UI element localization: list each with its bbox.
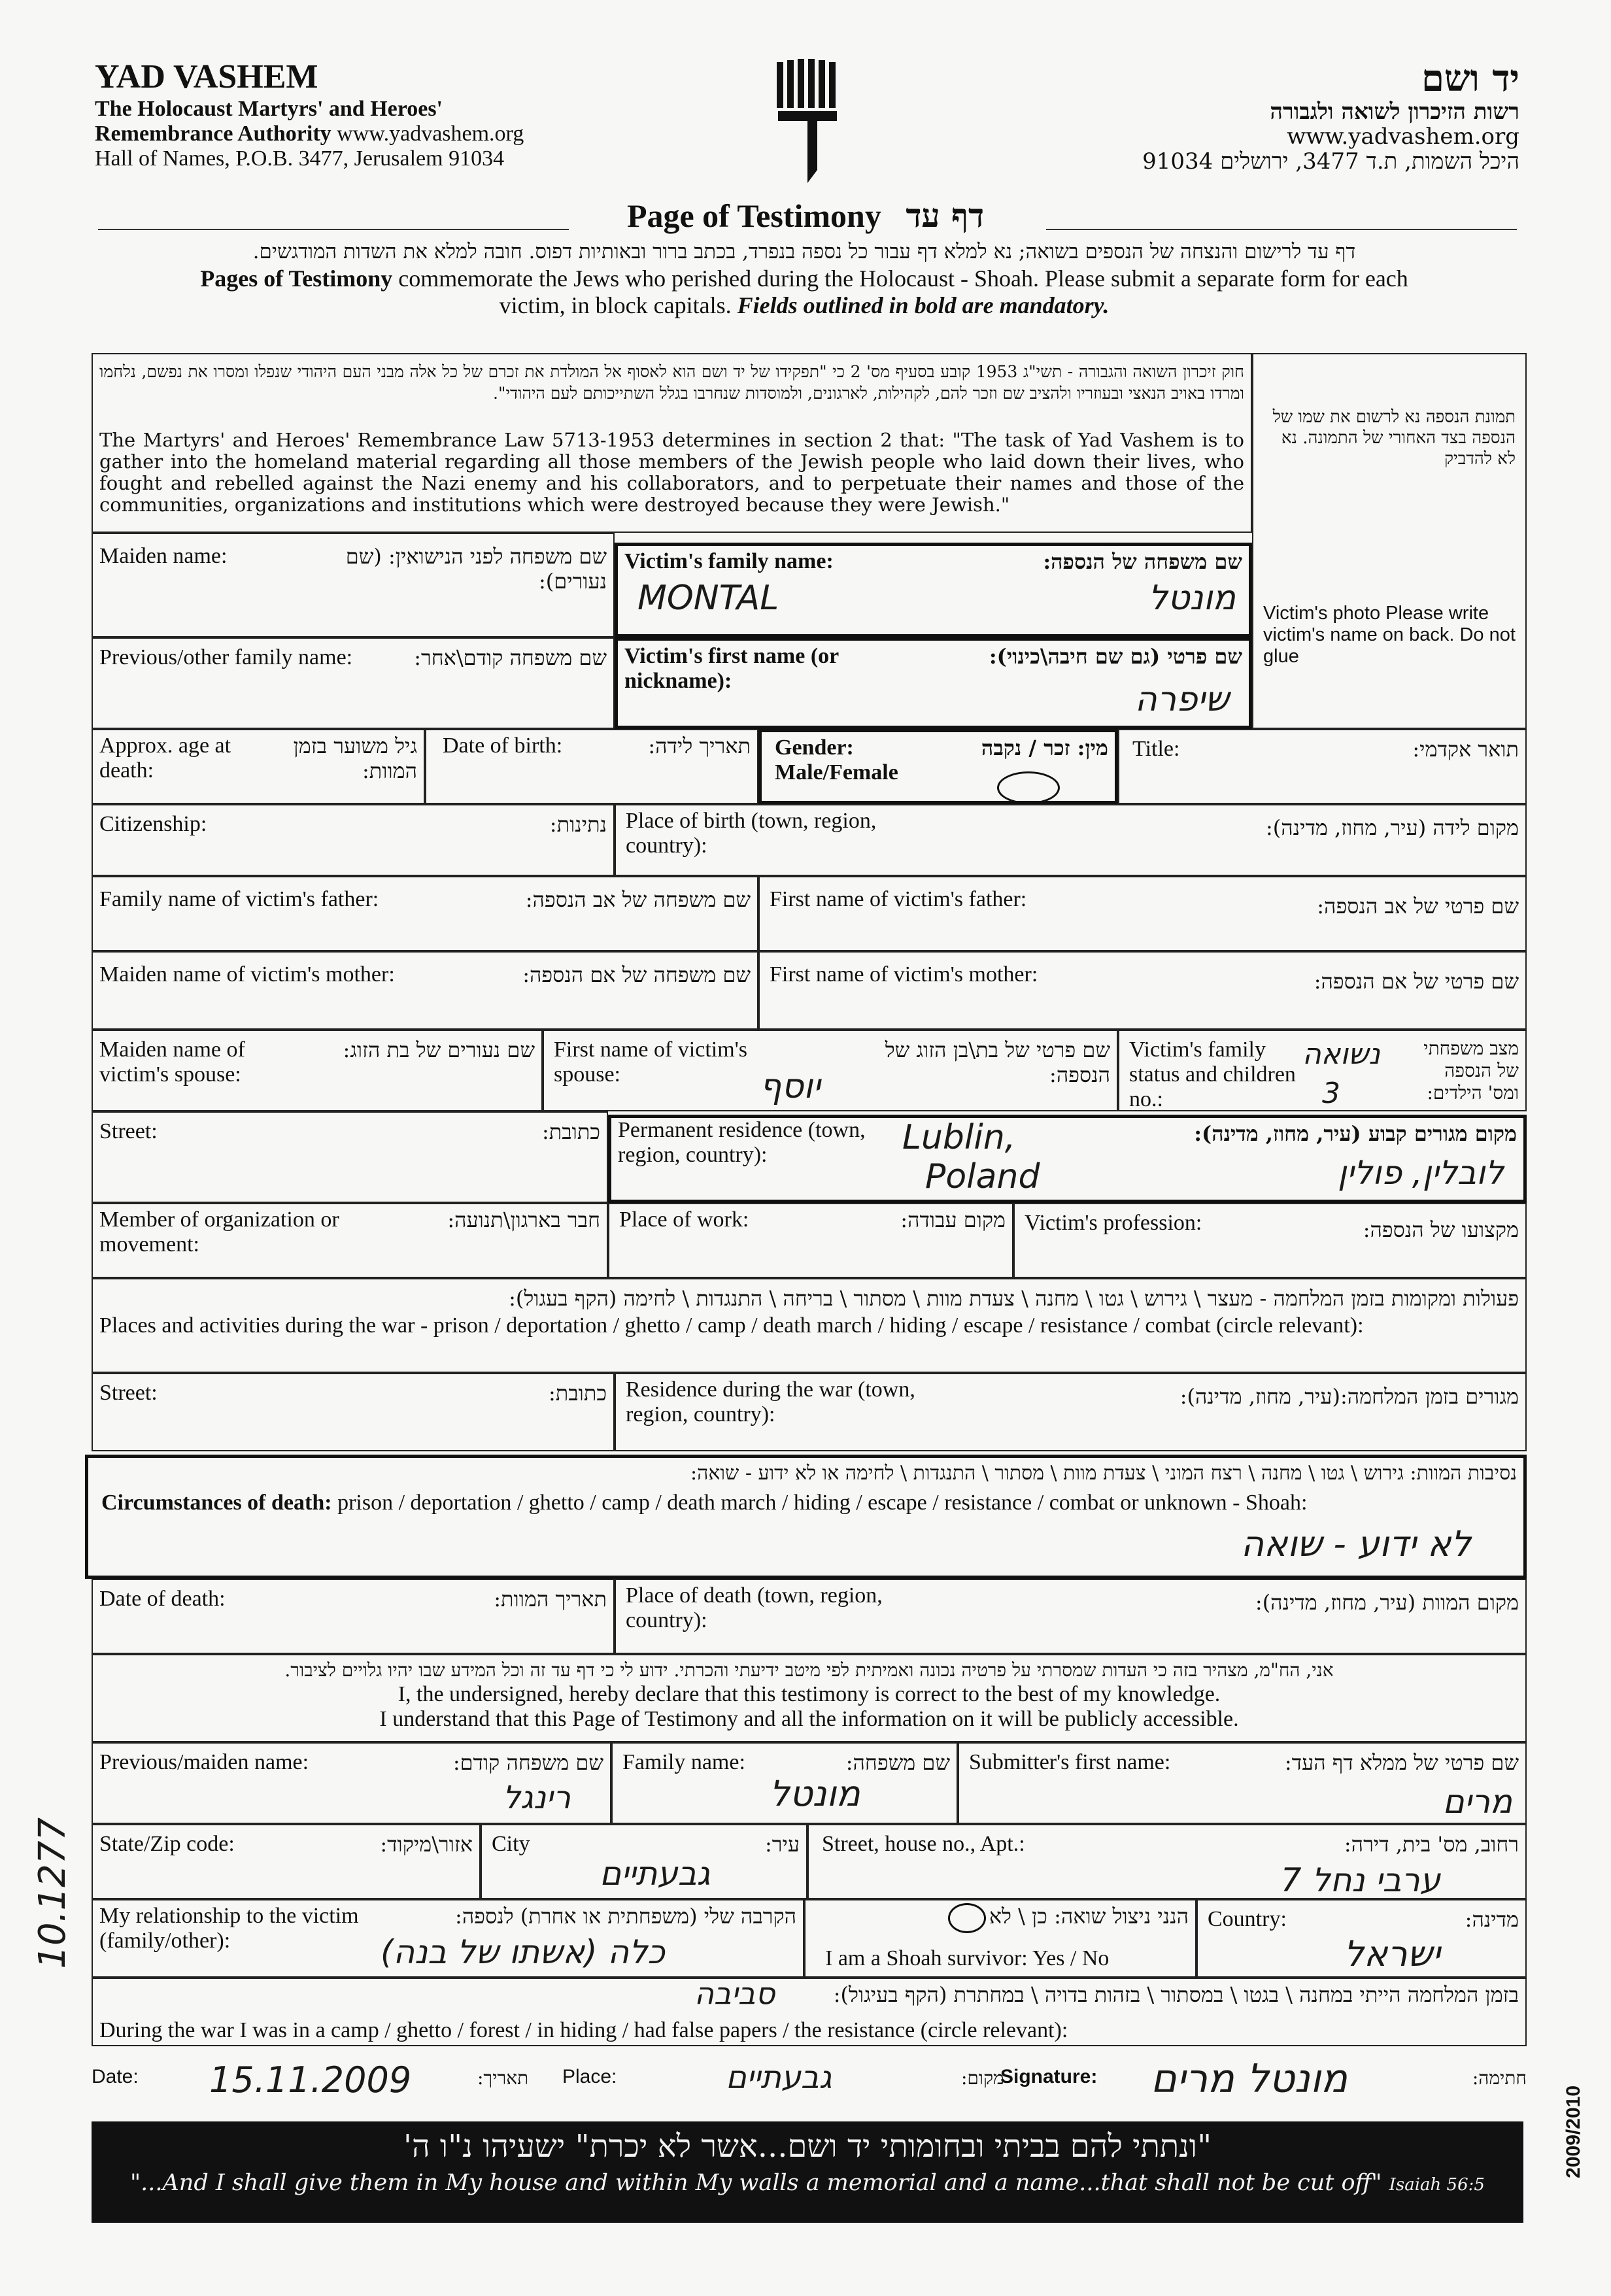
title-field[interactable]: [1118, 729, 1527, 804]
submitter-country-label: Country:: [1208, 1907, 1287, 1931]
street-label: Street:: [99, 1119, 158, 1143]
street-label-he: כתובת:: [541, 1119, 600, 1144]
org-web-en: www.yadvashem.org: [337, 122, 524, 146]
submitter-relationship-label: My relationship to the victim (family/other):: [99, 1904, 359, 1953]
form-title: [0, 196, 1611, 235]
declaration-en-2: I understand that this Page of Testimony and all the information on it will be publicly accessible.: [379, 1707, 1239, 1731]
title-label: Title:: [1132, 737, 1180, 761]
maiden-name-label-he: שם משפחה לפני הנישואין: (שם נעורים):: [345, 544, 607, 594]
survivor-label: I am a Shoah survivor: Yes / No: [825, 1946, 1110, 1970]
submitter-zip-label-he: אזור\מיקוד:: [380, 1832, 473, 1857]
footer-quote-he: "ונתתי להם בביתי ובחומותי יד ושם...אשר לא יכרת" ישעיהו נ"ו ה': [403, 2128, 1212, 2165]
date-of-death-field[interactable]: [92, 1579, 615, 1654]
mother-maiden-name-field[interactable]: [92, 951, 758, 1030]
submitter-relationship-label-he: הקרבה שלי (משפחתית או אחרת) לנספה:: [455, 1904, 796, 1929]
place-of-birth-label: Place of birth (town, region, country):: [626, 809, 877, 858]
intro-mandatory-note: Fields outlined in bold are mandatory.: [737, 292, 1110, 318]
victim-first-name-field[interactable]: [615, 637, 1252, 729]
spouse-maiden-name-label: Maiden name of victim's spouse:: [99, 1038, 245, 1087]
signature-value[interactable]: מונטל מרים: [1151, 2056, 1348, 2102]
submitter-street-value: ערבי נחל 7: [1280, 1861, 1440, 1899]
place-label-he: מקום:: [961, 2067, 1004, 2089]
photo-text-en: Victim's photo Please write victim's name on back. Do not glue: [1263, 603, 1516, 667]
submitter-war-camp-field[interactable]: [92, 1978, 1527, 2046]
submitter-relationship-field[interactable]: [92, 1899, 804, 1978]
photo-text-he: תמונת הנספה נא לרשום את שמו של הנספה בצד האחורי של התמונה. נא לא להדביק: [1272, 407, 1516, 469]
footer-quote-bar: [92, 2121, 1523, 2223]
signature-label-he: חתימה:: [1472, 2067, 1527, 2089]
war-residence-field[interactable]: [615, 1373, 1527, 1451]
place-of-work-label-he: מקום עבודה:: [900, 1207, 1006, 1232]
family-status-field[interactable]: [1118, 1030, 1527, 1111]
maiden-name-field[interactable]: [92, 533, 615, 637]
permanent-residence-field[interactable]: [608, 1115, 1527, 1203]
war-places-label: Places and activities during the war - prison / deportation / ghetto / camp / death march / hiding / escape / resistance / combat (circle relevant):: [99, 1313, 1364, 1338]
father-family-name-field[interactable]: [92, 876, 758, 951]
org-line1-en: The Holocaust Martyrs' and Heroes': [95, 97, 443, 121]
submitter-country-field[interactable]: [1196, 1899, 1527, 1978]
yad-vashem-logo: [772, 59, 843, 183]
victim-family-name-value-he: מונטל: [1148, 579, 1236, 618]
declaration-he: אני, הח"מ, מצהיר בזה כי העדות שמסרתי על פרטיה נכונה ואמיתית לפי מיטב ידיעתי והכרתי. ידוע לי כי דף עד זה וכל המידע שבו יהיו גלויים לציבור.: [284, 1659, 1334, 1681]
intro-he: דף עד לרישום והנצחה של הנספים בשואה; נא למלא דף עבור כל נספה בנפרד, בכתב ברור ובאותיות דפוס. חובה למלא את השדות המודגשים.: [252, 240, 1356, 263]
profession-label-he: מקצועו של הנספה:: [1363, 1217, 1519, 1242]
mother-maiden-name-label-he: שם משפחה של אם הנספה:: [522, 962, 751, 987]
citizenship-label: Citizenship:: [99, 812, 207, 836]
submitter-family-name-value: מונטל: [770, 1773, 860, 1814]
place-of-death-label: Place of death (town, region, country):: [626, 1583, 883, 1632]
war-residence-label: Residence during the war (town, region, country):: [626, 1377, 915, 1427]
title-label-he: תואר אקדמי:: [1412, 737, 1519, 762]
date-of-birth-label-he: תאריך לידה:: [648, 734, 751, 758]
family-status-label-he: מצב משפחתי של הנספה ומס' הילדים:: [1423, 1038, 1519, 1104]
prev-family-name-label-he: שם משפחה קודם\אחר:: [414, 645, 607, 670]
survivor-label-he: הנני ניצול שואה: כן \ לא: [989, 1904, 1189, 1929]
maiden-name-label: Maiden name:: [99, 544, 228, 568]
submitter-first-name-label-he: שם פרטי של ממלא דף העד:: [1284, 1750, 1519, 1775]
circumstances-label-bold: Circumstances of death:: [101, 1491, 332, 1515]
circumstances-of-death-field[interactable]: [85, 1455, 1527, 1579]
mother-maiden-name-label: Maiden name of victim's mother:: [99, 962, 395, 987]
form-title-he: דף עד: [906, 196, 985, 235]
place-of-birth-label-he: מקום לידה (עיר, מחוז, מדינה):: [1266, 815, 1519, 840]
gender-label-he: מין: זכר / נקבה: [981, 735, 1108, 760]
spouse-first-name-label: First name of victim's spouse:: [554, 1038, 748, 1087]
citizenship-label-he: נתינות:: [549, 812, 607, 837]
submitter-country-label-he: מדינה:: [1465, 1907, 1519, 1932]
place-of-birth-field[interactable]: [615, 804, 1527, 876]
spouse-first-name-label-he: שם פרטי של בת\בן הזוג של הנספה:: [885, 1038, 1110, 1087]
victim-family-name-label: Victim's family name:: [624, 549, 834, 573]
organization-member-label-he: חבר בארגון\תנועה:: [447, 1207, 600, 1232]
declaration: [92, 1654, 1527, 1742]
father-first-name-field[interactable]: [758, 876, 1527, 951]
submitter-city-value: גבעתיים: [600, 1855, 711, 1893]
gender-field[interactable]: [758, 729, 1118, 804]
permanent-residence-label-he: מקום מגורים קבוע (עיר, מחוז, מדינה):: [1194, 1121, 1517, 1146]
submitter-family-name-label-he: שם משפחה:: [845, 1750, 950, 1775]
victim-first-name-label-he: שם פרטי (גם שם חיבה\כינוי):: [989, 644, 1242, 669]
place-value[interactable]: גבעתיים: [726, 2059, 832, 2096]
profession-label: Victim's profession:: [1025, 1211, 1202, 1235]
photo-box[interactable]: [1252, 353, 1527, 729]
intro-text: [92, 239, 1517, 319]
citizenship-field[interactable]: [92, 804, 615, 876]
mother-first-name-label-he: שם פרטי של אם הנספה:: [1314, 969, 1519, 994]
submitter-street-field[interactable]: [807, 1824, 1527, 1899]
declaration-en-1: I, the undersigned, hereby declare that this testimony is correct to the best of my knowledge.: [398, 1682, 1221, 1706]
submitter-first-name-value: מרים: [1442, 1783, 1512, 1821]
law-box: [92, 353, 1252, 533]
residence-value-he: לובלין, פולין: [1337, 1154, 1504, 1192]
org-header-he: [1142, 58, 1519, 174]
mother-first-name-field[interactable]: [758, 951, 1527, 1030]
family-status-value: נשואה: [1302, 1038, 1380, 1071]
org-web-he: www.yadvashem.org: [1287, 124, 1519, 150]
war-street-field[interactable]: [92, 1373, 615, 1451]
org-title-he: יד ושם: [1421, 57, 1519, 100]
law-text-en: The Martyrs' and Heroes' Remembrance Law 5713-1953 determines in section 2 that: "The task of Yad Vashem is to gather into the homeland material regarding all those members of the Jewish people who laid down their lives, who fought and rebelled against the Nazi enemy and his collaborators, and to perpetuate their names and those of the communities, organizations and institutions which were destroyed because they were Jewish.": [99, 429, 1244, 516]
spouse-maiden-name-field[interactable]: [92, 1030, 543, 1111]
approx-age-label-he: גיל משוער בזמן המוות:: [293, 734, 417, 783]
org-line1-he: רשות הזיכרון לשואה ולגבורה: [1270, 99, 1519, 125]
submitter-city-label: City: [492, 1832, 530, 1856]
submitter-city-field[interactable]: [481, 1824, 807, 1899]
spouse-first-name-value: יוסף: [760, 1067, 821, 1106]
place-of-work-field[interactable]: [608, 1203, 1013, 1278]
submitter-relationship-value: כלה (אשתו של בנה): [381, 1933, 665, 1971]
father-family-name-label-he: שם משפחה של אב הנספה:: [525, 887, 751, 912]
spouse-maiden-name-label-he: שם נעורים של בת הזוג:: [343, 1038, 535, 1062]
intro-en-line1: commemorate the Jews who perished during the Holocaust - Shoah. Please submit a separate form for each: [392, 265, 1408, 292]
war-street-label: Street:: [99, 1381, 158, 1405]
mother-first-name-label: First name of victim's mother:: [770, 962, 1038, 987]
war-places-label-he: פעולות ומקומות בזמן המלחמה - מעצר \ גירוש \ גטו \ מחנה \ צעדת מוות \ מסתור \ בריחה \ התנגדות \ לחימה (הקף בעגול):: [509, 1286, 1519, 1311]
date-of-death-label-he: תאריך המוות:: [494, 1587, 607, 1612]
gender-female-circle: [997, 771, 1060, 804]
place-of-death-label-he: מקום המוות (עיר, מחוז, מדינה):: [1255, 1590, 1519, 1615]
approx-age-label: Approx. age at death:: [99, 734, 231, 783]
victim-first-name-label: Victim's first name (or nickname):: [624, 644, 839, 693]
submitter-zip-field[interactable]: [92, 1824, 481, 1899]
prev-family-name-label: Previous/other family name:: [99, 645, 353, 669]
father-family-name-label: Family name of victim's father:: [99, 887, 379, 911]
spouse-first-name-field[interactable]: [543, 1030, 1118, 1111]
victim-family-name-value-latin: MONTAL: [637, 579, 779, 618]
org-address-he: היכל השמות, ת.ד 3477, ירושלים 91034: [1142, 148, 1519, 175]
gender-label: Gender: Male/Female: [775, 735, 898, 785]
circumstances-label: prison / deportation / ghetto / camp / death march / hiding / escape / resistance / combat or unknown - Shoah:: [331, 1491, 1308, 1515]
permanent-residence-label: Permanent residence (town, region, country):: [618, 1118, 866, 1167]
org-address-en: Hall of Names, P.O.B. 3477, Jerusalem 91034: [95, 146, 505, 171]
circumstances-value: לא ידוע - שואה: [1240, 1523, 1471, 1564]
date-label-he: תאריך:: [477, 2067, 529, 2089]
org-title-en: YAD VASHEM: [95, 58, 318, 95]
victim-family-name-field[interactable]: [615, 543, 1252, 637]
submitter-street-label: Street, house no., Apt.:: [822, 1832, 1025, 1856]
submitter-country-value: ישראל: [1344, 1933, 1440, 1974]
date-of-birth-label: Date of birth:: [443, 734, 563, 758]
place-label: Place:: [562, 2066, 617, 2087]
war-residence-label-he: מגורים בזמן המלחמה:(עיר, מחוז, מדינה):: [1179, 1384, 1519, 1409]
submitter-prev-name-label-he: שם משפחה קודם:: [452, 1750, 603, 1775]
date-of-birth-field[interactable]: [425, 729, 758, 804]
organization-member-label: Member of organization or movement:: [99, 1207, 339, 1257]
intro-en-bold: Pages of Testimony: [200, 265, 393, 292]
profession-field[interactable]: [1013, 1203, 1527, 1278]
intro-en-line2: victim, in block capitals.: [499, 292, 738, 318]
submitter-first-name-field[interactable]: [958, 1742, 1527, 1824]
place-of-death-field[interactable]: [615, 1579, 1527, 1654]
submitter-war-camp-label: During the war I was in a camp / ghetto / forest / in hiding / had false papers / the resistance (circle relevant):: [99, 2018, 1068, 2042]
victim-family-name-label-he: שם משפחה של הנספה:: [1043, 549, 1242, 574]
submitter-zip-label: State/Zip code:: [99, 1832, 235, 1856]
file-number: 10.1277: [31, 1817, 74, 1969]
war-street-label-he: כתובת:: [548, 1381, 607, 1406]
children-count-value: 3: [1322, 1077, 1340, 1110]
survivor-yes-circle: [948, 1903, 986, 1933]
residence-value-latin-1: Lublin,: [902, 1118, 1016, 1157]
circumstances-label-he: נסיבות המוות: גירוש \ גטו \ מחנה \ רצח המוני \ צעדת מוות \ מסתור \ התנגדות \ לחימה או לא ידוע - שואה:: [690, 1462, 1517, 1485]
submitter-family-name-field[interactable]: [611, 1742, 958, 1824]
submitter-war-camp-value: סביבה: [694, 1976, 775, 2011]
father-first-name-label: First name of victim's father:: [770, 887, 1027, 911]
residence-value-latin-2: Poland: [925, 1157, 1040, 1196]
submitter-prev-name-value: רינגל: [502, 1780, 571, 1816]
submitter-prev-name-label: Previous/maiden name:: [99, 1750, 309, 1774]
form-year: 2009/2010: [1563, 2085, 1584, 2178]
date-label: Date:: [92, 2066, 139, 2087]
street-field[interactable]: [92, 1111, 608, 1203]
org-line2-en: Remembrance Authority: [95, 122, 331, 146]
org-header-en: [95, 58, 524, 171]
law-text-he: חוק זיכרון השואה והגבורה - תשי"ג 1953 קובע בסעיף מס' 2 כי "תפקידו של יד ושם הוא לאסוף אל המולדת את זכרם של כל אלה מבני העם היהודי שנפלו ומסרו את נפשם, נלחמו ומרדו באויב הנאצי ובעוזריו ולהציב שם וזכר להם, לקהילות, לארגונים, ולמוסדות שנחרבו בגלל השתייכותם לעם היהודי".: [99, 362, 1244, 403]
organization-member-field[interactable]: [92, 1203, 608, 1278]
signature-label: Signature:: [1000, 2066, 1098, 2087]
family-status-label: Victim's family status and children no.:: [1129, 1038, 1296, 1111]
survivor-field[interactable]: [804, 1899, 1196, 1978]
date-of-death-label: Date of death:: [99, 1587, 226, 1611]
submitter-first-name-label: Submitter's first name:: [969, 1750, 1171, 1774]
victim-first-name-value: שיפרה: [1134, 680, 1229, 719]
footer-quote-source: Isaiah 56:5: [1389, 2175, 1485, 2195]
place-of-work-label: Place of work:: [619, 1207, 749, 1232]
approx-age-field[interactable]: [92, 729, 425, 804]
submitter-war-camp-label-he: בזמן המלחמה הייתי במחנה \ בגטו \ במסתור \ בזהות בדויה \ במחתרת (הקף בעיגול):: [833, 1982, 1519, 2007]
prev-family-name-field[interactable]: [92, 637, 615, 729]
father-first-name-label-he: שם פרטי של אב הנספה:: [1317, 894, 1519, 919]
date-value[interactable]: 15.11.2009: [209, 2059, 412, 2101]
submitter-city-label-he: עיר:: [765, 1832, 800, 1857]
signature-row: [92, 2056, 1527, 2112]
submitter-family-name-label: Family name:: [622, 1750, 745, 1774]
submitter-street-label-he: רחוב, מס' בית, דירה:: [1344, 1832, 1519, 1857]
footer-quote-en: "...And I shall give them in My house and within My walls a memorial and a name...that shall not be cut off": [130, 2170, 1382, 2196]
submitter-prev-name-field[interactable]: [92, 1742, 611, 1824]
form-title-en: Page of Testimony: [626, 197, 881, 234]
war-places-field[interactable]: [92, 1278, 1527, 1373]
